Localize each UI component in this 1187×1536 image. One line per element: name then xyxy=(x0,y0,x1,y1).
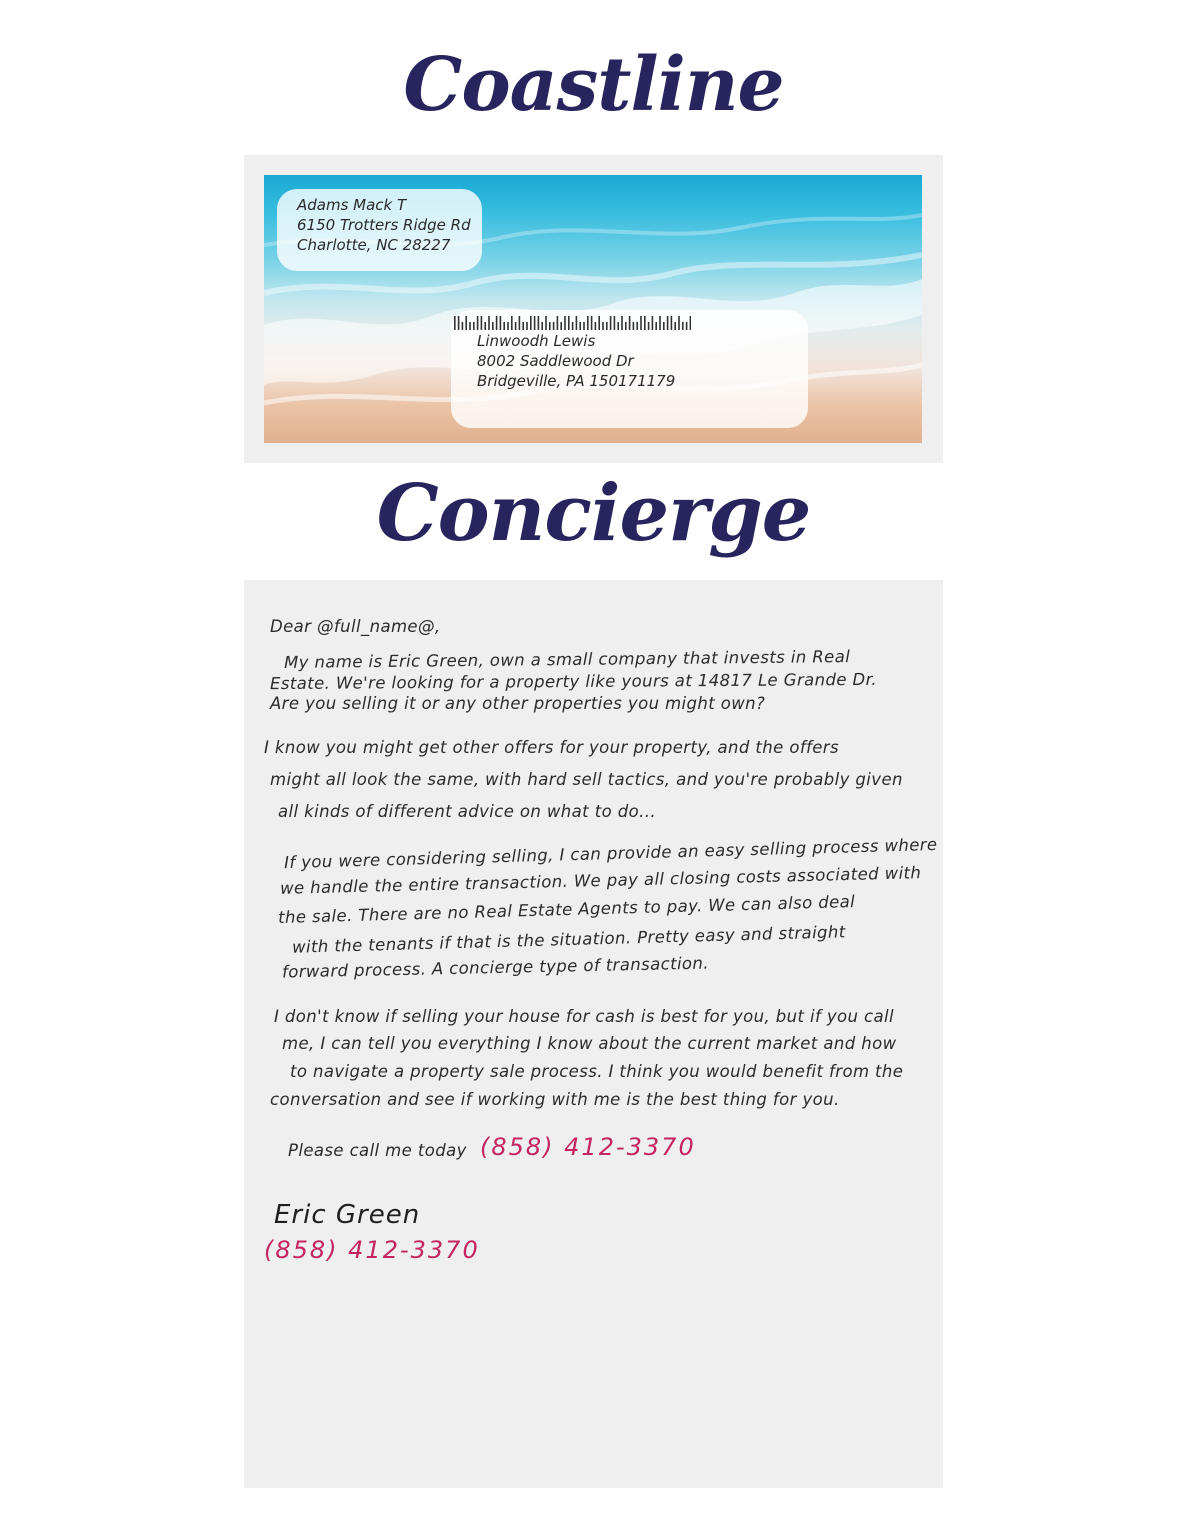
letter-line: we handle the entire transaction. We pay all closing costs associated with xyxy=(279,863,922,898)
letter-line: might all look the same, with hard sell tactics, and you're probably given xyxy=(270,770,903,789)
beach-photo xyxy=(264,175,922,443)
postal-barcode-icon xyxy=(451,316,691,330)
letter-line: If you were considering selling, I can provide an easy selling process where xyxy=(283,834,938,873)
barcode-bar xyxy=(629,316,631,330)
envelope-panel xyxy=(244,155,943,463)
barcode-bar xyxy=(458,316,460,330)
letter-line: I don't know if selling your house for cash is best for you, but if you call xyxy=(274,1007,895,1026)
barcode-bar xyxy=(538,316,540,330)
barcode-bar xyxy=(526,322,528,330)
barcode-bar xyxy=(671,316,673,330)
recipient-city: Bridgeville, PA 150171179 xyxy=(477,372,676,390)
barcode-bar xyxy=(481,316,483,330)
barcode-bar xyxy=(644,316,646,330)
barcode-bar xyxy=(488,316,490,330)
letter-line: all kinds of different advice on what to do... xyxy=(278,802,657,821)
letter-line: I know you might get other offers for your property, and the offers xyxy=(264,738,839,757)
barcode-bar xyxy=(633,322,635,330)
barcode-bar xyxy=(598,316,600,330)
barcode-bar xyxy=(678,316,680,330)
barcode-bar xyxy=(606,322,608,330)
recipient-name: Linwoodh Lewis xyxy=(477,332,596,350)
barcode-bar xyxy=(545,316,547,330)
barcode-bar xyxy=(477,316,479,330)
letter-line: conversation and see if working with me is the best thing for you. xyxy=(270,1090,840,1109)
barcode-bar xyxy=(602,322,604,330)
barcode-bar xyxy=(500,316,502,330)
barcode-bar xyxy=(614,316,616,330)
barcode-bar xyxy=(541,322,543,330)
barcode-bar xyxy=(572,322,574,330)
barcode-bar xyxy=(549,322,551,330)
letter-line: the sale. There are no Real Estate Agents to pay. We can also deal xyxy=(277,891,856,928)
letter-line: Are you selling it or any other properties you might own? xyxy=(270,694,766,713)
barcode-bar xyxy=(568,316,570,330)
letter-line: Estate. We're looking for a property like yours at 14817 Le Grande Dr. xyxy=(269,669,878,694)
signature-phone-number: (858) 412-3370 xyxy=(264,1236,480,1264)
recipient-address-label xyxy=(451,310,808,428)
barcode-bar xyxy=(617,322,619,330)
barcode-bar xyxy=(503,322,505,330)
barcode-bar xyxy=(534,316,536,330)
barcode-bar xyxy=(530,316,532,330)
barcode-bar xyxy=(564,316,566,330)
barcode-bar xyxy=(583,322,585,330)
sender-name: Adams Mack T xyxy=(297,196,407,214)
letter-line: My name is Eric Green, own a small company that invests in Real xyxy=(283,647,851,672)
sender-city: Charlotte, NC 28227 xyxy=(297,236,451,254)
barcode-bar xyxy=(496,316,498,330)
barcode-bar xyxy=(663,322,665,330)
barcode-bar xyxy=(579,322,581,330)
barcode-bar xyxy=(484,322,486,330)
barcode-bar xyxy=(686,322,688,330)
barcode-bar xyxy=(625,322,627,330)
barcode-bar xyxy=(690,316,691,330)
barcode-bar xyxy=(587,316,589,330)
barcode-bar xyxy=(610,316,612,330)
barcode-bar xyxy=(462,322,464,330)
barcode-bar xyxy=(519,316,521,330)
barcode-bar xyxy=(469,322,471,330)
sender-street: 6150 Trotters Ridge Rd xyxy=(297,216,471,234)
letter-line: to navigate a property sale process. I think you would benefit from the xyxy=(290,1062,904,1081)
call-prompt: Please call me today xyxy=(288,1141,467,1160)
letter-line: forward process. A concierge type of transaction. xyxy=(281,953,710,982)
recipient-street: 8002 Saddlewood Dr xyxy=(477,352,634,370)
barcode-bar xyxy=(465,316,467,330)
barcode-bar xyxy=(557,316,559,330)
barcode-bar xyxy=(595,322,597,330)
letter-greeting: Dear @full_name@, xyxy=(270,617,441,636)
barcode-bar xyxy=(636,322,638,330)
barcode-bar xyxy=(560,322,562,330)
barcode-bar xyxy=(682,322,684,330)
barcode-bar xyxy=(492,322,494,330)
letter-line: me, I can tell you everything I know about the current market and how xyxy=(282,1034,897,1053)
barcode-bar xyxy=(640,316,642,330)
barcode-bar xyxy=(674,322,676,330)
call-phone-number: (858) 412-3370 xyxy=(480,1133,696,1161)
barcode-bar xyxy=(591,316,593,330)
barcode-bar xyxy=(511,316,513,330)
barcode-bar xyxy=(507,322,509,330)
barcode-bar xyxy=(553,322,555,330)
letter-panel xyxy=(244,580,943,1488)
barcode-bar xyxy=(652,316,654,330)
signature-name: Eric Green xyxy=(274,1200,421,1230)
letter-line: with the tenants if that is the situation. Pretty easy and straight xyxy=(291,922,846,957)
concierge-heading: Concierge xyxy=(376,468,811,559)
sender-address-label xyxy=(277,189,482,271)
barcode-bar xyxy=(576,316,578,330)
barcode-bar xyxy=(473,322,475,330)
barcode-bar xyxy=(522,322,524,330)
coastline-heading: Coastline xyxy=(403,42,784,128)
barcode-bar xyxy=(659,316,661,330)
barcode-bar xyxy=(454,316,456,330)
barcode-bar xyxy=(621,316,623,330)
barcode-bar xyxy=(655,322,657,330)
barcode-bar xyxy=(667,316,669,330)
barcode-bar xyxy=(515,322,517,330)
barcode-bar xyxy=(648,322,650,330)
